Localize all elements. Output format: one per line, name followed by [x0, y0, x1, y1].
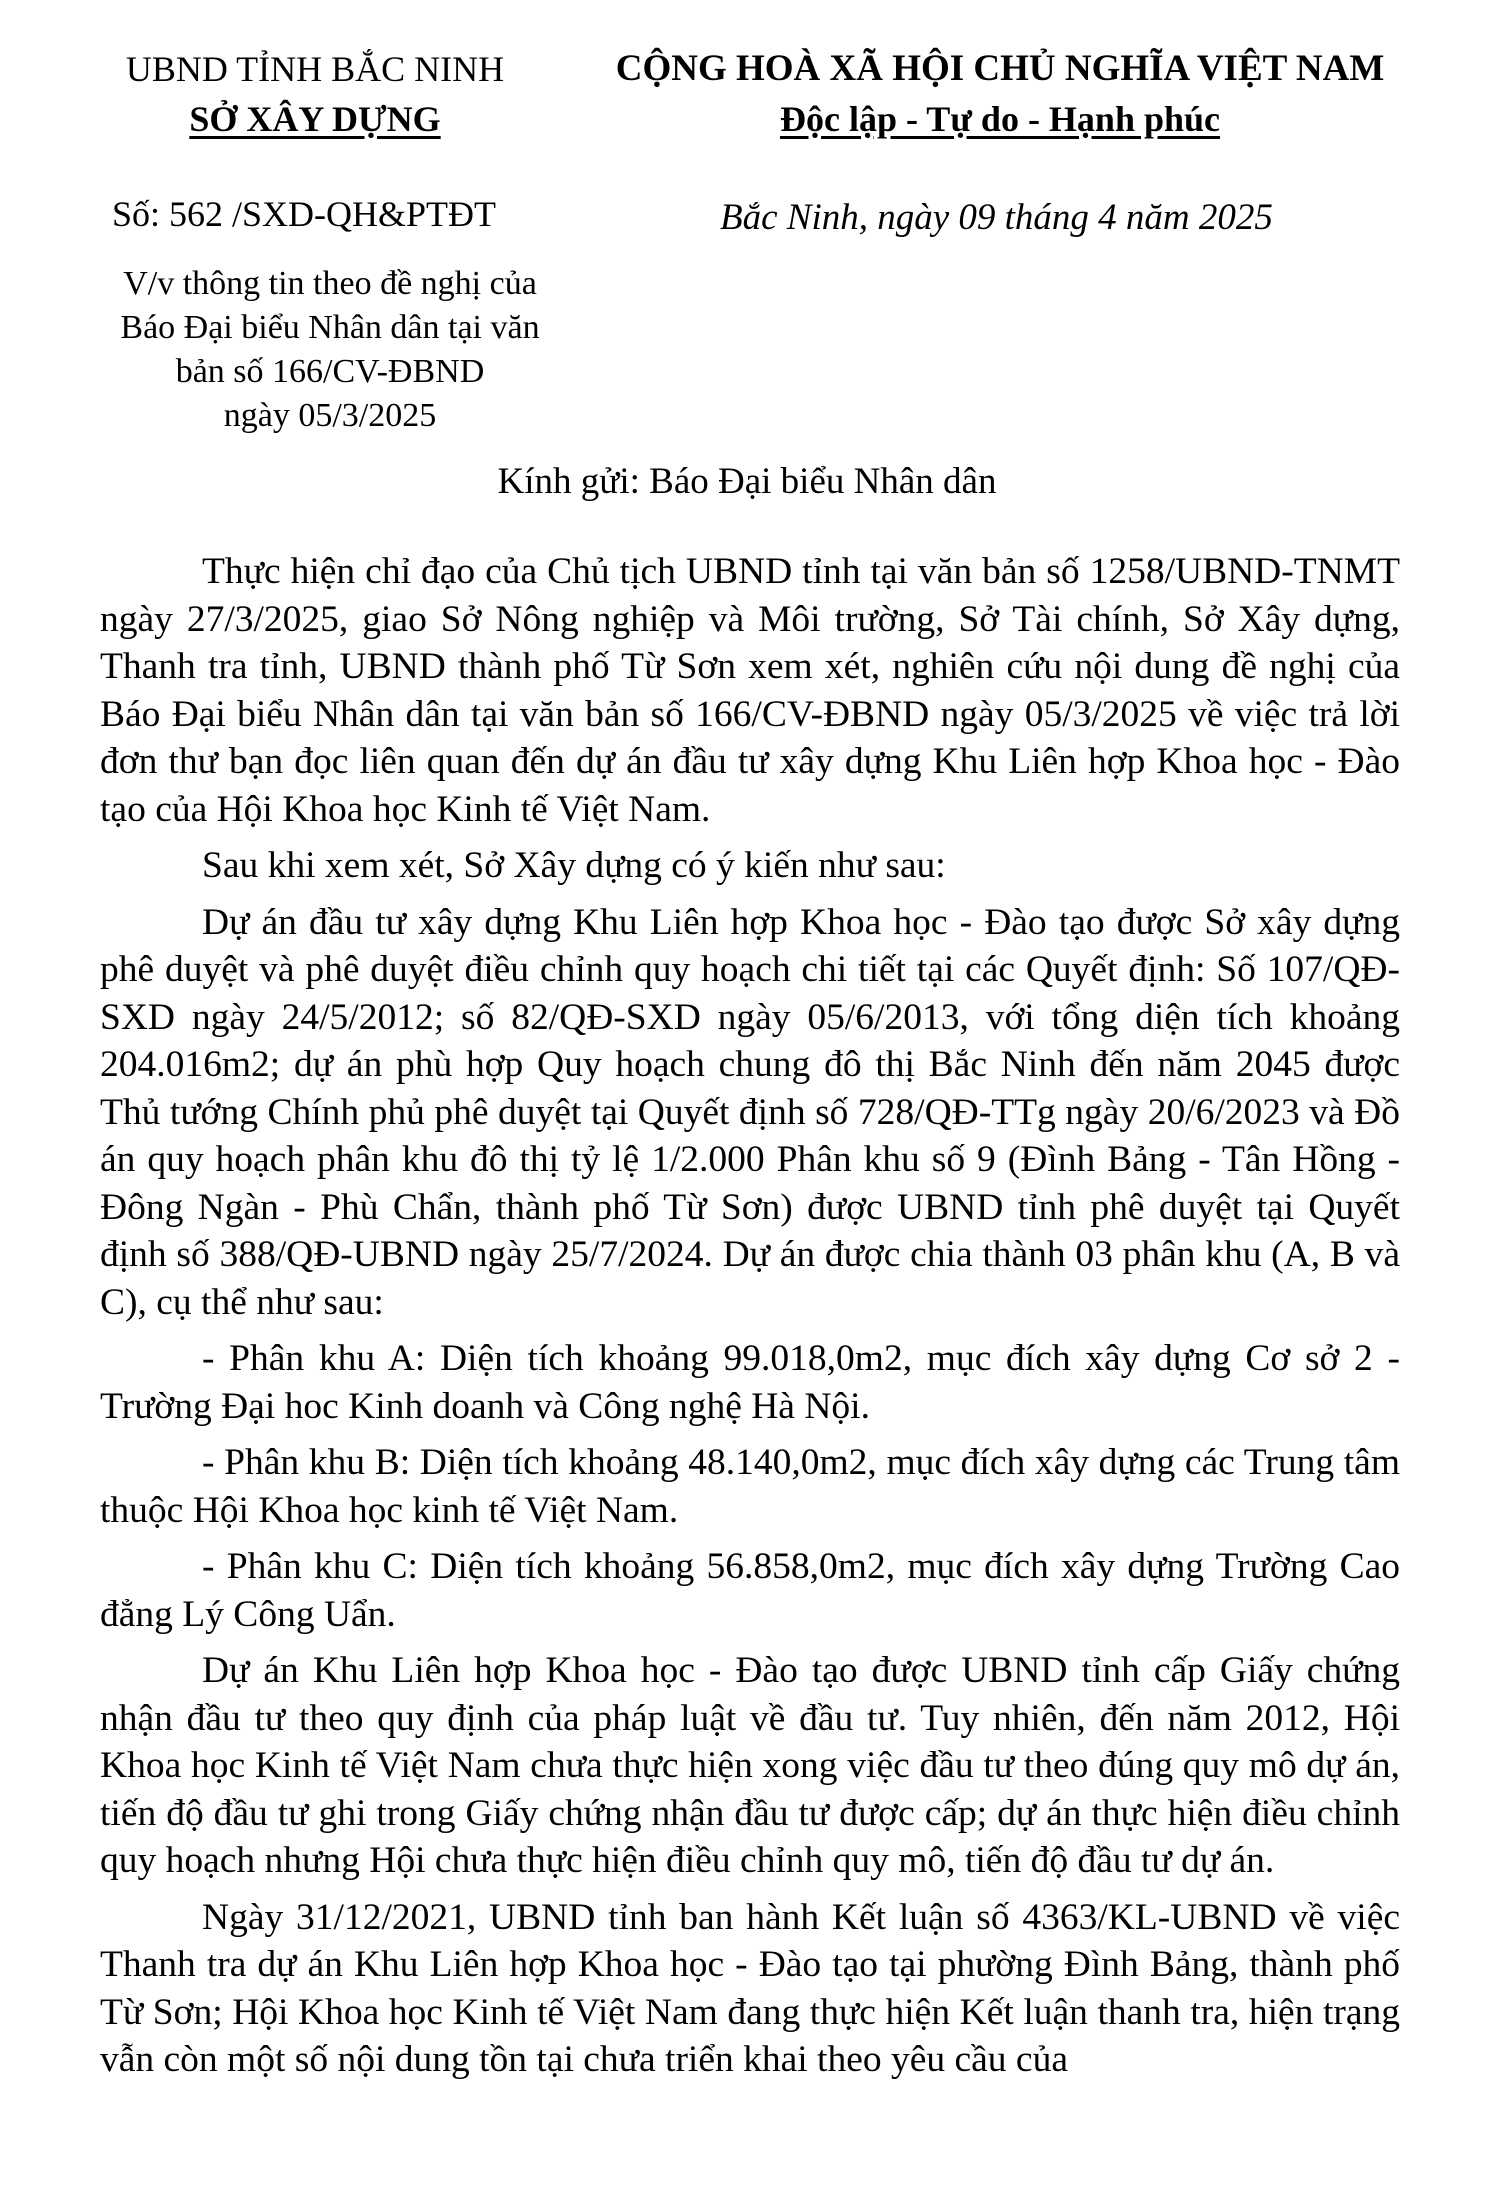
greeting: Kính gửi: Báo Đại biểu Nhân dân: [497, 461, 997, 502]
agency-parent: UBND TỈNH BẮC NINH: [125, 49, 505, 89]
motto: [570, 94, 1430, 144]
subject-line: bản số 166/CV-ĐBND: [175, 353, 485, 390]
national-heading: [570, 44, 1430, 144]
subject-line: ngày 05/3/2025: [223, 397, 437, 434]
place-date: Bắc Ninh, ngày 09 tháng 4 năm 2025: [720, 197, 1273, 238]
subject-line: V/v thông tin theo đề nghị của: [123, 265, 537, 302]
agency-name-text: SỞ XÂY DỰNG: [189, 99, 441, 139]
subject-line: Báo Đại biểu Nhân dân tại văn: [120, 309, 540, 346]
paragraph: - Phân khu B: Diện tích khoảng 48.140,0m2, mục đích xây dựng các Trung tâm thuộc Hội Khoa học kinh tế Việt Nam.: [100, 1442, 1400, 1531]
paragraph: Dự án Khu Liên hợp Khoa học - Đào tạo được UBND tỉnh cấp Giấy chứng nhận đầu tư theo quy định của pháp luật về đầu tư. Tuy nhiên, đến năm 2012, Hội Khoa học Kinh tế Việt Nam chưa thực hiện xong việc đầu tư theo đúng quy mô dự án, tiến độ đầu tư ghi trong Giấy chứng nhận đầu tư được cấp; dự án thực hiện điều chỉnh quy hoạch nhưng Hội chưa thực hiện điều chỉnh quy mô, tiến độ đầu tư dự án.: [100, 1650, 1400, 1881]
paragraph: - Phân khu C: Diện tích khoảng 56.858,0m2, mục đích xây dựng Trường Cao đẳng Lý Công Uẩn.: [100, 1546, 1400, 1635]
paragraph: Thực hiện chỉ đạo của Chủ tịch UBND tỉnh tại văn bản số 1258/UBND-TNMT ngày 27/3/2025, giao Sở Nông nghiệp và Môi trường, Sở Tài chính, Sở Xây dựng, Thanh tra tỉnh, UBND thành phố Từ Sơn xem xét, nghiên cứu nội dung đề nghị của Báo Đại biểu Nhân dân tại văn bản số 166/CV-ĐBND ngày 05/3/2025 về việc trả lời đơn thư bạn đọc liên quan đến dự án đầu tư xây dựng Khu Liên hợp Khoa học - Đào tạo của Hội Khoa học Kinh tế Việt Nam.: [100, 551, 1400, 830]
paragraph: Sau khi xem xét, Sở Xây dựng có ý kiến như sau:: [202, 845, 946, 886]
document-number: Số: 562 /SXD-QH&PTĐT: [112, 194, 497, 234]
agency-block: [95, 44, 535, 144]
agency-name: [95, 94, 535, 144]
country-name: CỘNG HOÀ XÃ HỘI CHỦ NGHĨA VIỆT NAM: [615, 48, 1385, 89]
paragraph: Ngày 31/12/2021, UBND tỉnh ban hành Kết luận số 4363/KL-UBND về việc Thanh tra dự án Khu Liên hợp Khoa học - Đào tạo tại phường Đình Bảng, thành phố Từ Sơn; Hội Khoa học Kinh tế Việt Nam đang thực hiện Kết luận thanh tra, hiện trạng vẫn còn một số nội dung tồn tại chưa triển khai theo yêu cầu của: [100, 1896, 1400, 2080]
paragraph: - Phân khu A: Diện tích khoảng 99.018,0m2, mục đích xây dựng Cơ sở 2 - Trường Đại hoc Kinh doanh và Công nghệ Hà Nội.: [100, 1338, 1400, 1427]
motto-text: Độc lập - Tự do - Hạnh phúc: [779, 99, 1221, 139]
paragraph: Dự án đầu tư xây dựng Khu Liên hợp Khoa học - Đào tạo được Sở xây dựng phê duyệt và phê duyệt điều chỉnh quy hoạch chi tiết tại các Quyết định: Số 107/QĐ-SXD ngày 24/5/2012; số 82/QĐ-SXD ngày 05/6/2013, với tổng diện tích khoảng 204.016m2; dự án phù hợp Quy hoạch chung đô thị Bắc Ninh đến năm 2045 được Thủ tướng Chính phủ phê duyệt tại Quyết định số 728/QĐ-TTg ngày 20/6/2023 và Đồ án quy hoạch phân khu đô thị tỷ lệ 1/2.000 Phân khu số 9 (Đình Bảng - Tân Hồng - Đông Ngàn - Phù Chẩn, thành phố Từ Sơn) được UBND tỉnh phê duyệt tại Quyết định số 388/QĐ-UBND ngày 25/7/2024. Dự án được chia thành 03 phân khu (A, B và C), cụ thể như sau:: [100, 901, 1400, 1323]
letter-body: [100, 548, 1400, 2093]
subject: [95, 262, 565, 438]
